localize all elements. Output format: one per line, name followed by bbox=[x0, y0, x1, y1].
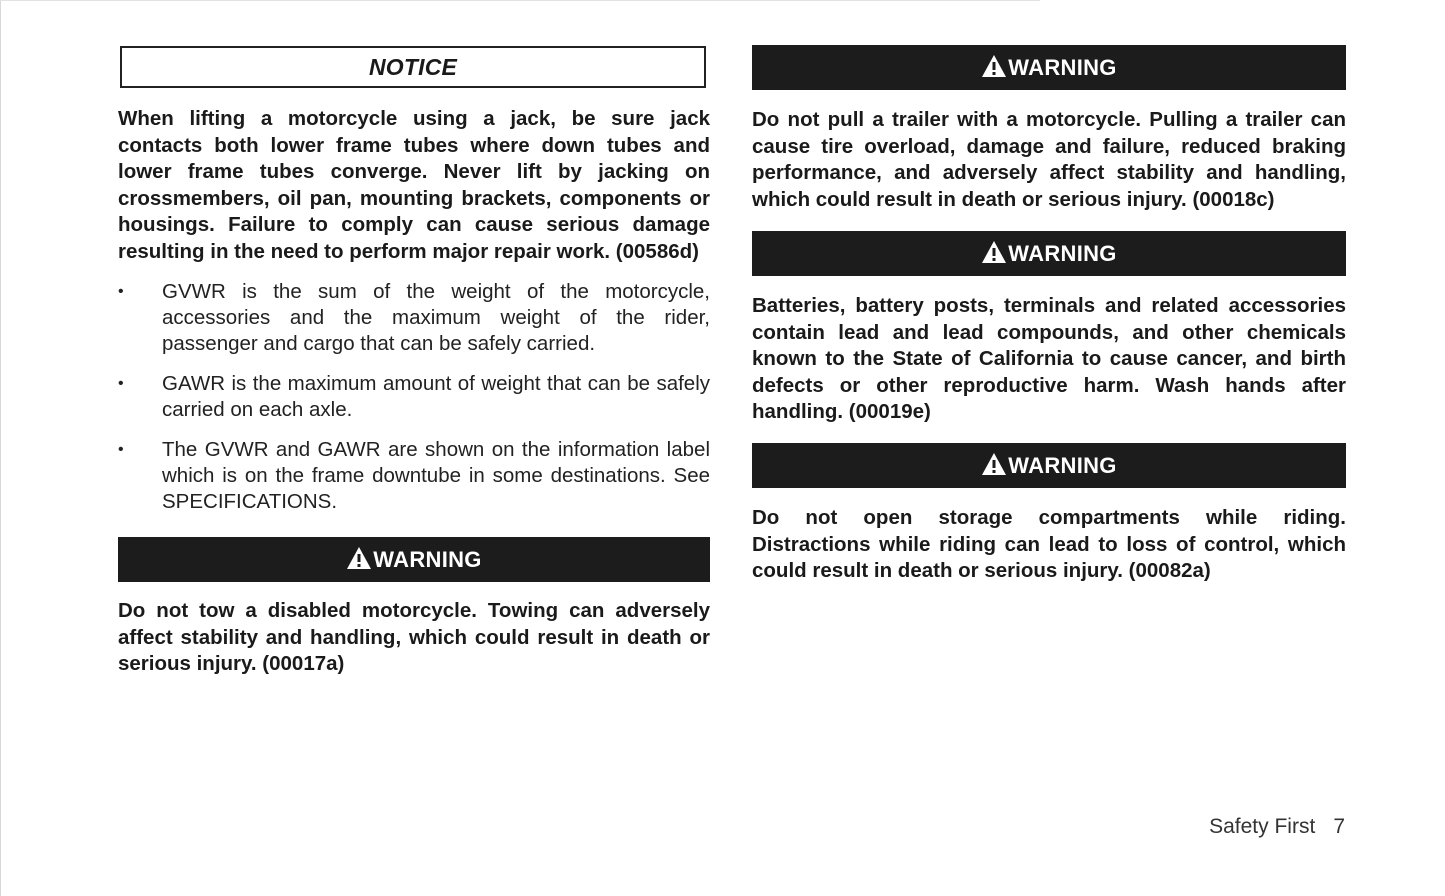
bullet-mark: • bbox=[118, 283, 124, 300]
warning-text: Do not open storage compartments while riding. Distractions while riding can lead to loss of control, which could result in death or serious injury. (00082a) bbox=[752, 506, 1346, 583]
warning-text: Batteries, battery posts, terminals and related accessories contain lead and lead compounds, and other chemicals known to the State of California to cause cancer, and birth defects or other reproductive harm. Wash hands after handling. (00019e) bbox=[752, 294, 1346, 424]
bullet-text: GVWR is the sum of the weight of the motorcycle, accessories and the maximum weight of the rider, passenger and cargo that can be safely carried. bbox=[162, 280, 710, 355]
warning-label: WARNING bbox=[1008, 54, 1117, 80]
warning-banner bbox=[752, 45, 1346, 90]
warning-triangle-icon bbox=[981, 240, 1007, 264]
list-item bbox=[118, 279, 710, 357]
list-item bbox=[118, 371, 710, 423]
notice-title: NOTICE bbox=[368, 53, 458, 80]
bullet-text: The GVWR and GAWR are shown on the information label which is on the frame downtube in some destinations. See SPECIFICATIONS. bbox=[162, 438, 710, 513]
notice-header bbox=[120, 46, 706, 88]
warning-triangle-icon bbox=[346, 546, 372, 570]
warning-banner bbox=[118, 537, 710, 582]
bullet-mark: • bbox=[118, 375, 124, 392]
notice-text: When lifting a motorcycle using a jack, be sure jack contacts both lower frame tubes where down tubes and lower frame tubes converge. Never lift by jacking on crossmembers, oil pan, mounting brackets, components or housings. Failure to comply can cause serious damage resulting in the need to perform major repair work. (00586d) bbox=[118, 107, 710, 263]
page-number: 7 bbox=[1333, 815, 1345, 838]
warning-label: WARNING bbox=[1008, 240, 1117, 266]
warning-text: Do not tow a disabled motorcycle. Towing can adversely affect stability and handling, which could result in death or serious injury. (00017a) bbox=[118, 599, 710, 676]
warning-text: Do not pull a trailer with a motorcycle. Pulling a trailer can cause tire overload, damage and failure, reduced braking performance, and adversely affect stability and handling, which could result in death or serious injury. (00018c) bbox=[752, 108, 1346, 211]
warning-triangle-icon bbox=[981, 54, 1007, 78]
warning-banner bbox=[752, 443, 1346, 488]
bullet-text: GAWR is the maximum amount of weight that can be safely carried on each axle. bbox=[162, 372, 710, 421]
spec-bullet-list bbox=[118, 279, 710, 529]
page-footer bbox=[1209, 815, 1345, 839]
page-edge bbox=[0, 0, 1, 896]
warning-triangle-icon bbox=[981, 452, 1007, 476]
page-top-edge bbox=[0, 0, 1040, 1]
warning-label: WARNING bbox=[1008, 452, 1117, 478]
warning-banner bbox=[752, 231, 1346, 276]
list-item bbox=[118, 437, 710, 515]
footer-section-title: Safety First bbox=[1209, 815, 1316, 838]
bullet-mark: • bbox=[118, 441, 124, 458]
warning-label: WARNING bbox=[373, 546, 482, 572]
